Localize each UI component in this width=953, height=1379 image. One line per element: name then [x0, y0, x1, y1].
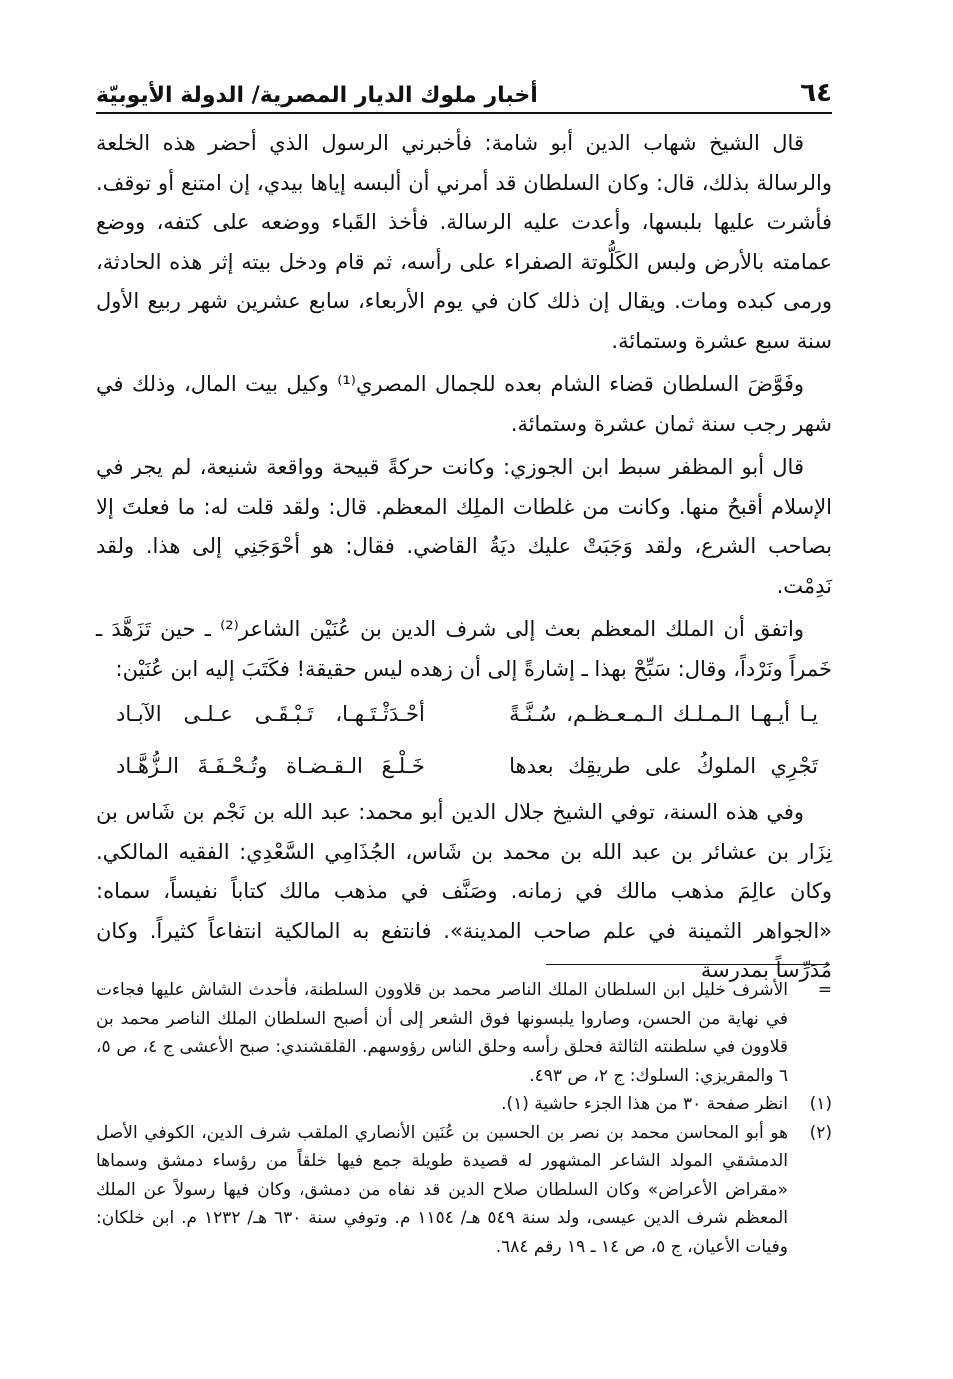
paragraph: واتفق أن الملك المعظم بعث إلى شرف الدين بن عُنَيْن الشاعر⁽²⁾ ـ حين تَزَهَّدَ ـ خَمراً ونَرْداً، وقال: سَبِّحْ بهذا ـ إشارةً إلى أن زهده ليس حقيقة! فكَتَبَ إليه ابن عُنَيْن: [96, 617, 832, 681]
paragraph: قال الشيخ شهاب الدين أبو شامة: فأخبرني الرسول الذي أحضر هذه الخلعة والرسالة بذلك، قال: وكان السلطان قد أمرني أن ألبسه إياها بيدي، إن امتنع أو توقف. فأشرت عليها بلبسها، وأعدت عليه الرسالة. فأخذ القَباء ووضعه على كتفه، ووضع عمامته بالأرض ولبس الكَلُّوتة الصفراء على رأسه، ثم قام ودخل بيته إثر هذه الحادثة، ورمى كبده ومات. ويقال إن ذلك كان في يوم الأربعاء، سابع عشرين شهر ربيع الأول سنة سبع عشرة وستمائة. [96, 131, 832, 353]
paragraph: وفي هذه السنة، توفي الشيخ جلال الدين أبو محمد: عبد الله بن نَجْم بن شَاس بن نِزَار بن عشائر بن عبد الله بن محمد بن شَاس، الجُذَامِي السَّعْدِي: الفقيه المالكي. وكان عالِمَ مذهب مالك في زمانه. وصَنَّف في مذهب مالك كتاباً نفيساً، سماه: «الجواهر الثمينة في علم صاحب المدينة». فانتفع به المالكية انتفاعاً كثيراً. وكان مُدَرِّساً بمدرسة [96, 800, 832, 982]
verse-first-hemistich: يـا أيـهـا الـمـلـك الـمـعـظـم، سُـنَّـةً [509, 702, 818, 727]
footnotes [96, 976, 832, 1261]
verse-second-hemistich: أحْـدَثْـتَـهـا، تَـبْـقَـى عـلـى الآبـاد [116, 702, 425, 727]
footnote [96, 1119, 832, 1262]
page-number: ٦٤ [800, 78, 832, 108]
footnote-text: انظر صفحة ٣٠ من هذا الجزء حاشية (١). [501, 1094, 788, 1114]
footnote [96, 976, 832, 1090]
poem-verse [96, 741, 832, 793]
poem-verse [96, 689, 832, 741]
verse-second-hemistich: خَـلْـعَ الـقـضـاة وتُـحْـفَـةَ الـزُّهَّـاد [116, 754, 425, 779]
footnote-divider [546, 964, 830, 965]
paragraph: قال أبو المظفر سبط ابن الجوزي: وكانت حركةً قبيحة وواقعة شنيعة، لم يجر في الإسلام أقبحُ منها. وكانت من غلطات الملِك المعظم. قال: ولقد قلت له: ما فعلتَ إلا بصاحب الشرع، ولقد وَجَبَتْ عليك ديَةُ القاضي. فقال: هو أحْوَجَنِي إلى هذا. ولقد نَدِمْت. [96, 455, 832, 598]
page-header [96, 78, 832, 114]
footnote-marker: = [817, 980, 832, 1000]
paragraph: وفَوَّضَ السلطان قضاء الشام بعده للجمال المصري⁽¹⁾ وكيل بيت المال، وذلك في شهر رجب سنة ثمان عشرة وستمائة. [96, 372, 832, 436]
main-text [96, 124, 832, 991]
footnote-marker: (١) [809, 1094, 832, 1114]
footnote [96, 1090, 832, 1119]
footnote-marker: (٢) [809, 1122, 832, 1143]
footnote-text: الأشرف خليل ابن السلطان الملك الناصر محمد بن قلاوون السلطنة، فأحدث الشاش عليها فجاءت في نهاية من الحسن، وصاروا يلبسونها فوق الشعر إلى أن أصبح السلطان الملك الناصر محمد بن قلاوون في سلطنته الثالثة فحلق رأسه وحلق الناس رؤوسهم. القلقشندي: صبح الأعشى ج ٤، ص ٥، ٦ والمقريزي: السلوك: ج ٢، ص ٤٩٣. [96, 980, 788, 1086]
footnote-text: هو أبو المحاسن محمد بن نصر بن الحسين بن عُنَين الأنصاري الملقب شرف الدين، الكوفي الأصل الدمشقي المولد الشاعر المشهور له قصيدة طويلة جمع فيها خلقاً من رؤساء دمشق وسماها «مقراض الأعراض» وكان السلطان صلاح الدين قد نفاه من دمشق، وكان فيها رسولاً عن الملك المعظم شرف الدين عيسى، ولد سنة ٥٤٩ هـ/ ١١٥٤ م. وتوفي سنة ٦٣٠ هـ/ ١٢٣٢ م. ابن خلكان: وفيات الأعيان، ج ٥، ص ١٤ ـ ١٩ رقم ٦٨٤. [96, 1122, 788, 1257]
running-title: أخبار ملوك الديار المصرية/ الدولة الأيوبيّة [96, 83, 538, 108]
verse-first-hemistich: تَجْرِي الملوكُ على طريقِك بعدها [509, 754, 818, 779]
